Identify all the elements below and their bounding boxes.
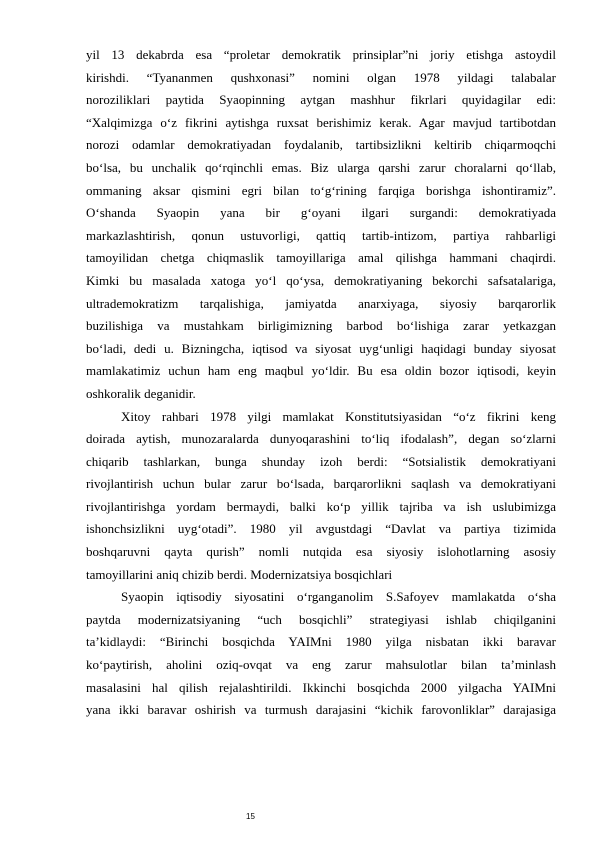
text-line: rivojlantirish uchun bular zarur bo‘lsada, barqarorlikni saqlash va demokratiyani: [86, 476, 556, 492]
text-line: mamlakatimiz uchun ham eng maqbul yo‘ldir. Bu esa oldin bozor iqtisodi, keyin: [86, 363, 556, 379]
text-line: ta’kidlaydi: “Birinchi bosqichda YAIMni 1980 yilga nisbatan ikki baravar: [86, 634, 556, 650]
text-line: Syaopin iqtisodiy siyosatini o‘rganganolim S.Safoyev mamlakatda o‘sha: [121, 589, 556, 605]
text-line: masalasini hal qilish rejalashtirildi. Ikkinchi bosqichda 2000 yilgacha YAIMni: [86, 679, 556, 695]
text-line: ishonchsizlikni uyg‘otadi”. 1980 yil avgustdagi “Davlat va partiya tizimida: [86, 521, 556, 537]
text-line: paytda modernizatsiyaning “uch bosqichli” strategiyasi ishlab chiqilganini: [86, 611, 556, 627]
text-line: ultrademokratizm tarqalishiga, jamiyatda anarxiyaga, siyosiy barqarorlik: [86, 295, 556, 311]
text-line: chiqarib tashlarkan, bunga shunday izoh berdi: “Sotsialistik demokratiyani: [86, 453, 556, 469]
text-line: tamoyillarini aniq chizib berdi. Modernizatsiya bosqichlari: [86, 566, 393, 582]
text-line: bo‘ladi, dedi u. Bizningcha, iqtisod va siyosat uyg‘unligi haqidagi bunday siyosat: [86, 340, 556, 356]
text-line: O‘shanda Syaopin yana bir g‘oyani ilgari surgandi: demokratiyada: [86, 205, 556, 221]
text-line: oshkoralik deganidir.: [86, 385, 196, 401]
text-line: bo‘lsa, bu unchalik qo‘rqinchli emas. Biz ularga qarshi zarur choralarni qo‘llab,: [86, 159, 556, 175]
text-line: tamoyilidan chetga chiqmaslik tamoyillariga amal qilishga hammani chaqirdi.: [86, 250, 556, 266]
text-line: markazlashtirish, qonun ustuvorligi, qattiq tartib-intizom, partiya rahbarligi: [86, 227, 556, 243]
text-line: rivojlantirishga yordam bermaydi, balki ko‘p yillik tajriba va ish uslubimizga: [86, 498, 556, 514]
text-line: doirada aytish, munozaralarda dunyoqarashini to‘liq ifodalash”, degan so‘zlarni: [86, 431, 556, 447]
text-line: noroziliklari paytida Syaopinning aytgan mashhur fikrlari quyidagilar edi:: [86, 92, 556, 108]
text-line: “Xalqimizga o‘z fikrini aytishga ruxsat berishimiz kerak. Agar mavjud tartibotdan: [86, 114, 556, 130]
text-line: ommaning aksar qismini egri bilan to‘g‘rining farqiga borishga ishontiramiz”.: [86, 182, 556, 198]
text-line: Kimki bu masalada xatoga yo‘l qo‘ysa, demokratiyaning bekorchi safsatalariga,: [86, 272, 556, 288]
text-line: Xitoy rahbari 1978 yilgi mamlakat Konstitutsiyasidan “o‘z fikrini keng: [121, 408, 556, 424]
text-line: buzilishiga va mustahkam birligimizning barbod bo‘lishiga zarar yetkazgan: [86, 318, 556, 334]
text-line: yil 13 dekabrda esa “proletar demokratik prinsiplar”ni joriy etishga astoydil: [86, 47, 556, 62]
text-line: kirishdi. “Tyananmen qushxonasi” nomini olgan 1978 yildagi talabalar: [86, 69, 556, 85]
page-number: 15: [246, 812, 255, 821]
text-line: norozi odamlar demokratiyadan foydalanib, tartibsizlikni keltirib chiqarmoqchi: [86, 137, 556, 153]
text-line: yana ikki baravar oshirish va turmush darajasini “kichik farovonliklar” darajasiga: [86, 702, 556, 718]
text-line: ko‘paytirish, aholini oziq-ovqat va eng zarur mahsulotlar bilan ta’minlash: [86, 657, 556, 673]
body-text: [86, 44, 556, 722]
text-line: boshqaruvni qayta qurish” nomli nutqida esa siyosiy islohotlarning asosiy: [86, 544, 556, 560]
